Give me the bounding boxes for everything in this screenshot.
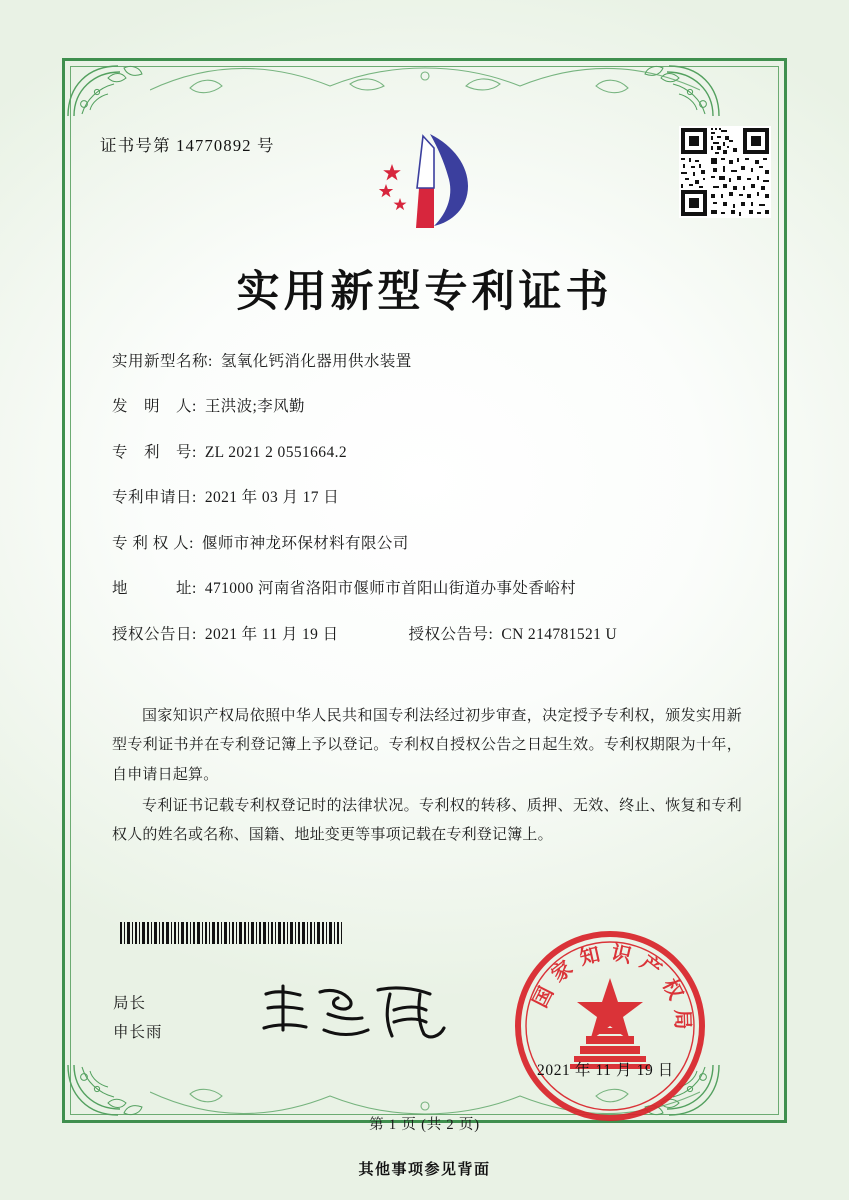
cnipa-logo-icon [376, 126, 486, 234]
handwritten-signature [258, 978, 458, 1044]
paragraph-grant: 国家知识产权局依照中华人民共和国专利法经过初步审查，决定授予专利权，颁发实用新型专利证书并在专利登记簿上予以登记。专利权自授权公告之日起生效。专利权期限为十年，自申请日起算。 [112, 708, 742, 783]
field-label: 专 利 号: [112, 443, 197, 461]
field-value: ZL 2021 2 0551664.2 [204, 443, 348, 461]
field-value-grant-number: CN 214781521 U [501, 625, 618, 643]
field-value-grant-date: 2021 年 11 月 19 日 [204, 625, 339, 643]
field-inventor [112, 397, 752, 418]
certificate-number: 证书号第 14770892 号 [100, 136, 275, 155]
qr-code [679, 126, 771, 218]
field-label-grant-date: 授权公告日: [112, 625, 197, 643]
field-label-grant-number: 授权公告号: [408, 625, 494, 643]
patent-fields [112, 352, 752, 670]
legal-text [112, 702, 742, 852]
field-value: 偃师市神龙环保材料有限公司 [201, 534, 409, 552]
field-label: 实用新型名称: [112, 353, 213, 370]
director-name: 申长雨 [113, 1023, 163, 1041]
signature-block [113, 990, 163, 1047]
field-application-date [112, 488, 752, 509]
field-label: 专 利 权 人: [112, 534, 194, 552]
field-label: 发 明 人: [112, 398, 197, 416]
field-value: 氢氧化钙消化器用供水装置 [220, 353, 412, 370]
official-red-seal [512, 928, 708, 1124]
page-title: 实用新型专利证书 [236, 267, 613, 317]
field-label: 地 址: [112, 580, 197, 598]
field-grant-announcement [112, 625, 752, 646]
barcode [120, 922, 342, 944]
field-utility-model-name [112, 352, 752, 373]
field-value: 王洪波;李风勤 [204, 398, 305, 416]
page-number: 第 1 页 (共 2 页) [369, 1117, 480, 1133]
svg-text:国家知识产权局: 国家知识产权局 [527, 939, 696, 1039]
field-label: 专利申请日: [112, 489, 197, 507]
field-patent-number [112, 443, 752, 464]
seal-date: 2021 年 11 月 19 日 [537, 1062, 674, 1079]
field-address [112, 579, 752, 600]
field-value: 2021 年 03 月 17 日 [204, 489, 340, 507]
field-patentee [112, 534, 752, 555]
field-value: 471000 河南省洛阳市偃师市首阳山街道办事处香峪村 [204, 580, 576, 598]
paragraph-register: 专利证书记载专利权登记时的法律状况。专利权的转移、质押、无效、终止、恢复和专利权人的姓名或名称、国籍、地址变更等事项记载在专利登记簿上。 [112, 797, 742, 843]
director-title-label: 局长 [113, 995, 147, 1012]
back-side-note: 其他事项参见背面 [358, 1162, 491, 1178]
